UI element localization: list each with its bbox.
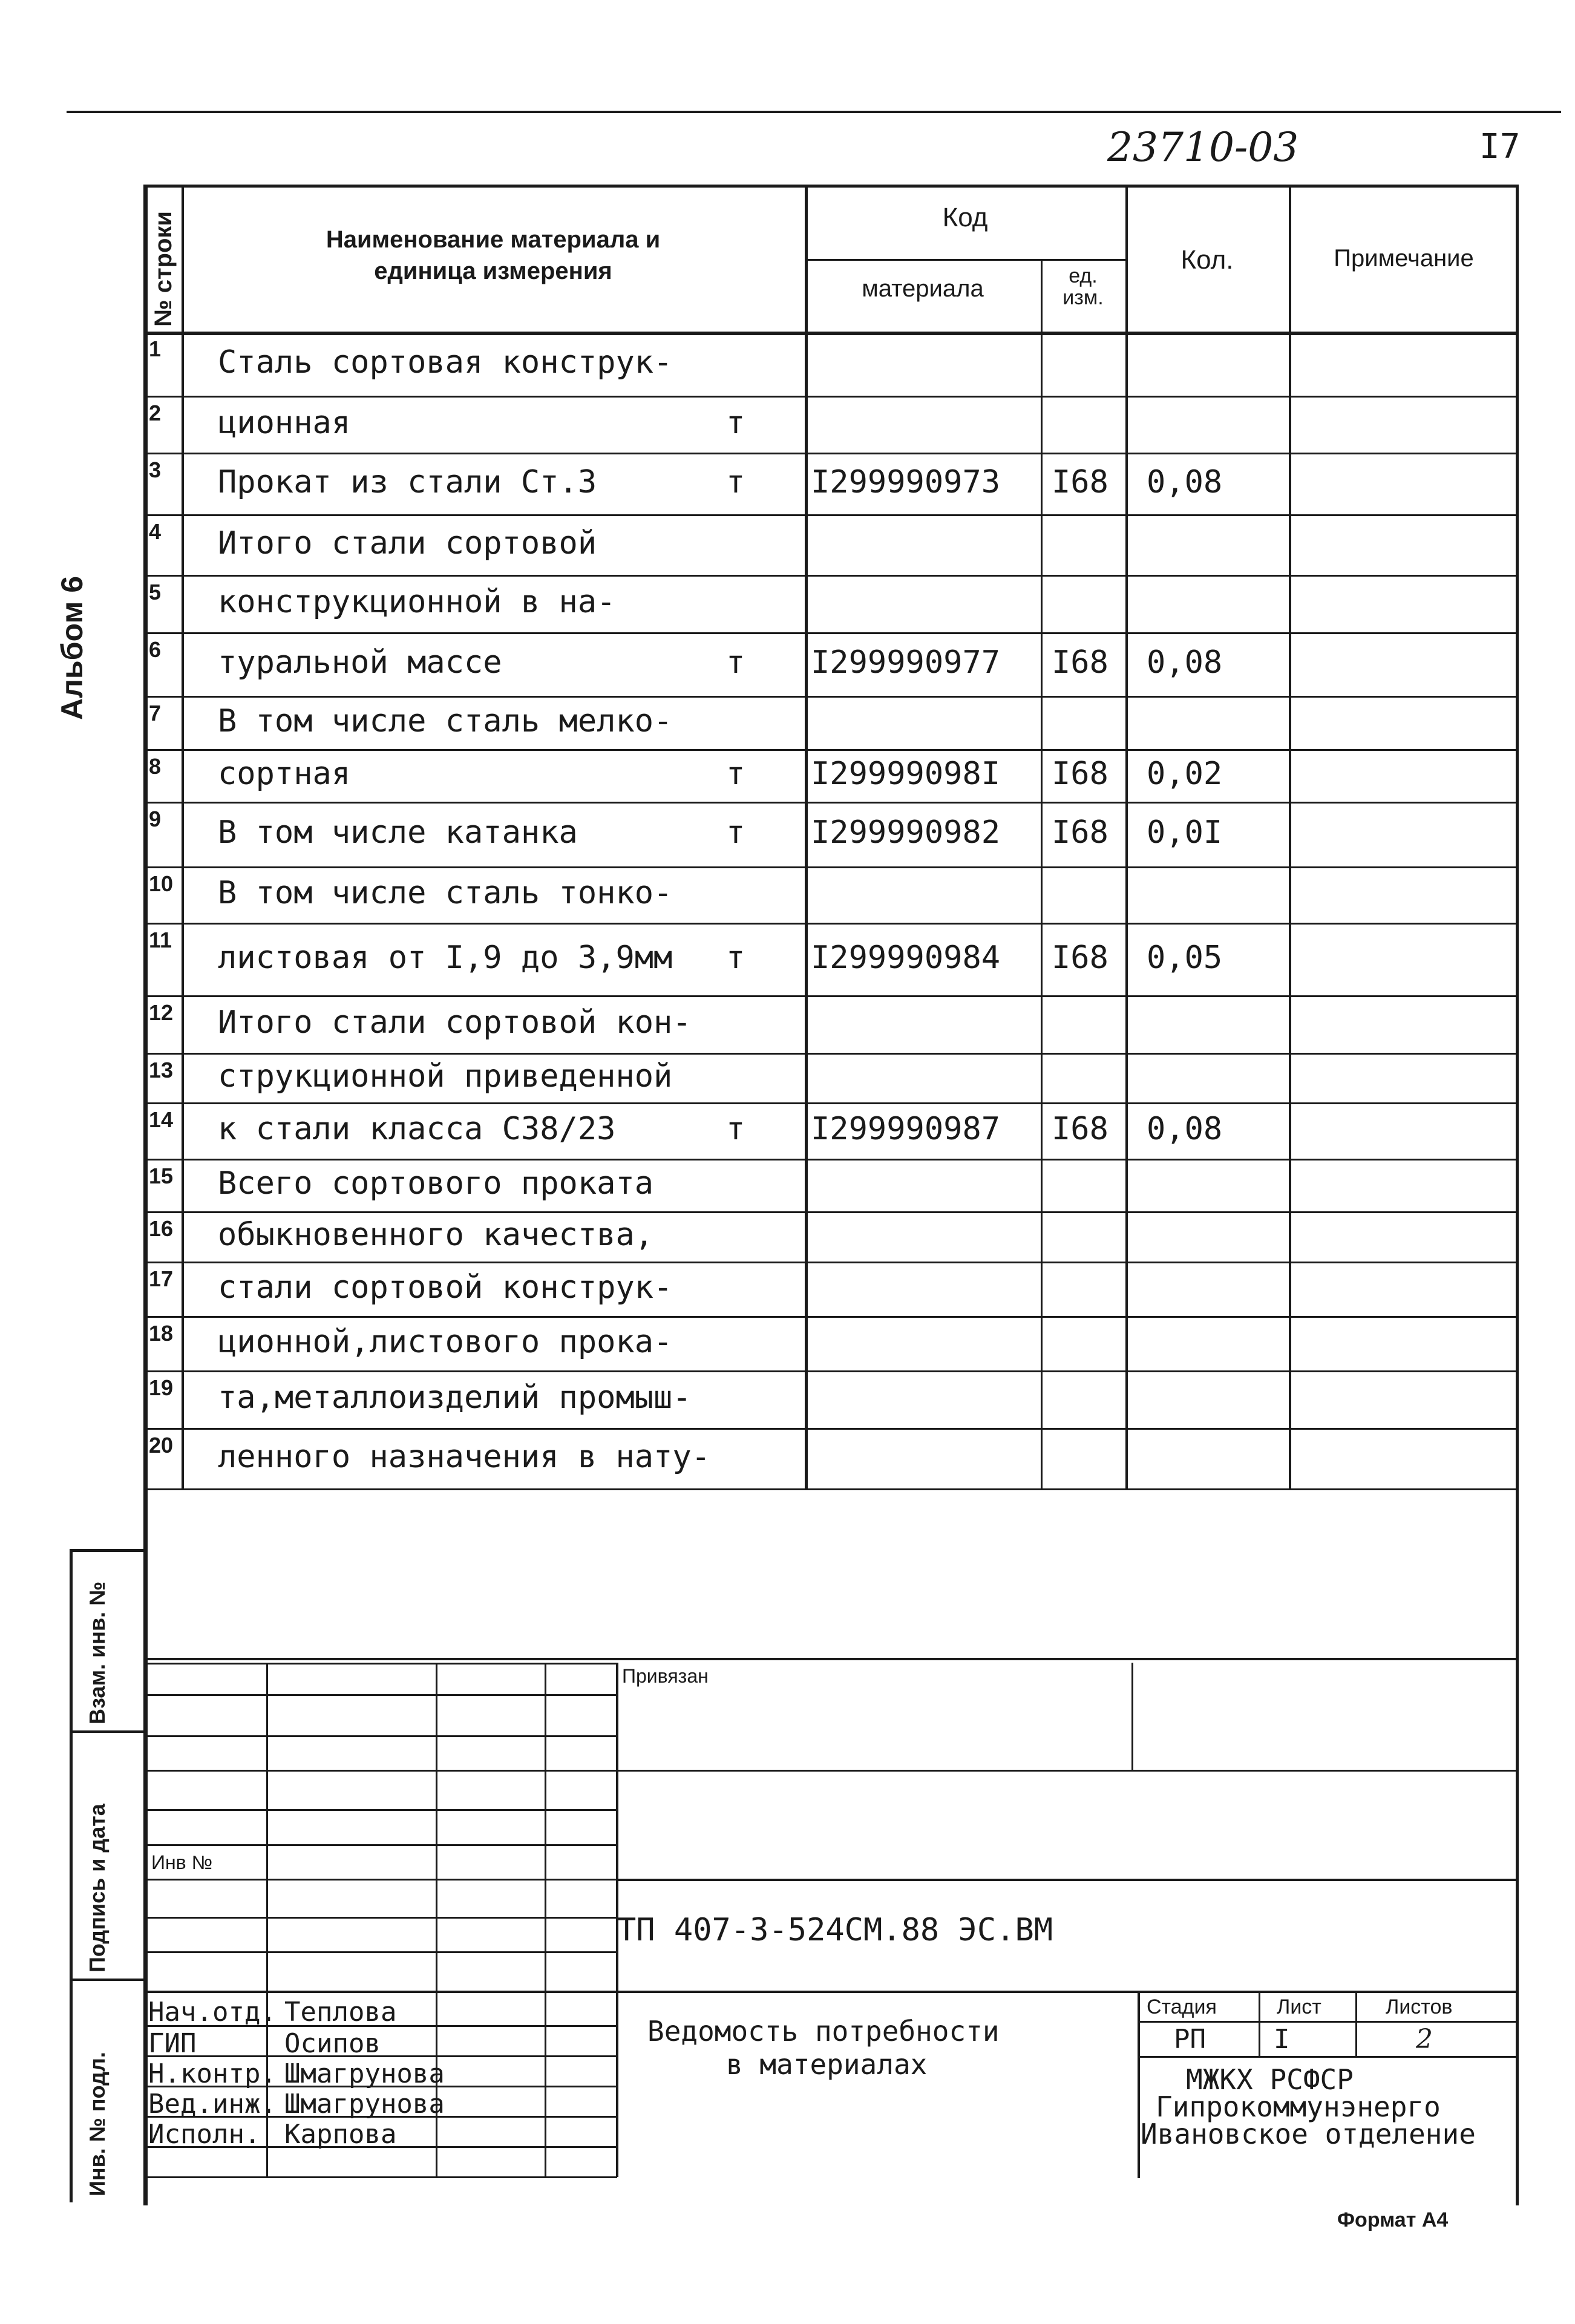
quantity: 0,08 — [1147, 644, 1223, 681]
podpis-data-label: Подпись и дата — [85, 1804, 110, 1972]
row-number: 2 — [149, 401, 162, 425]
vzam-inv-label: Взам. инв. № — [85, 1581, 110, 1724]
signature-role: Нач.отд. — [148, 1997, 277, 2028]
title-line-1: Ведомость потребности — [647, 2015, 1000, 2047]
sheet-label: Лист — [1277, 1995, 1321, 2018]
signature-role: Вед.инж. — [148, 2089, 277, 2119]
row-number: 4 — [149, 519, 162, 544]
album-label: Альбом 6 — [55, 575, 89, 720]
row-unit: т — [726, 644, 745, 681]
org-line-2: Гипрокоммунэнерго — [1156, 2090, 1441, 2123]
col-line-qty — [1289, 185, 1291, 1488]
row-unit: т — [726, 1111, 745, 1147]
side-strip-top — [70, 1549, 145, 1552]
material-name: В том числе катанка — [218, 814, 578, 851]
row-divider — [145, 696, 1519, 698]
uom-code: I68 — [1052, 940, 1108, 976]
material-name: Итого стали сортовой кон- — [218, 1004, 692, 1041]
sheets-label: Листов — [1386, 1995, 1453, 2018]
table-top-line — [145, 185, 1519, 188]
stamp-top-line — [143, 1658, 1519, 1660]
signature-name: Шмагрунова — [284, 2058, 445, 2089]
row-divider — [145, 1053, 1519, 1055]
stage-label: Стадия — [1147, 1995, 1217, 2018]
material-name: струкционной приведенной — [218, 1058, 673, 1095]
format-label: Формат А4 — [1337, 2208, 1449, 2231]
uom-code: I68 — [1052, 756, 1108, 792]
stamp-grid-line — [145, 1991, 617, 1993]
material-code: I299990987 — [811, 1111, 1001, 1147]
header-bottom-line — [145, 332, 1519, 335]
stage-value: РП — [1174, 2024, 1206, 2055]
stamp-right-line — [617, 1879, 1519, 1881]
row-unit: т — [726, 814, 745, 851]
org-line-3: Ивановское отделение — [1141, 2118, 1476, 2150]
row-unit: т — [726, 756, 745, 792]
row-divider — [145, 866, 1519, 868]
material-name: сортная — [218, 756, 351, 792]
designation: ТП 407-3-524СМ.88 ЭС.ВМ — [617, 1912, 1053, 1948]
row-unit: т — [726, 405, 745, 441]
stage-block-left — [1138, 1991, 1140, 2178]
signature-name: Шмагрунова — [284, 2089, 445, 2119]
code-header-split — [805, 259, 1125, 261]
row-number: 18 — [149, 1321, 174, 1346]
quantity: 0,02 — [1147, 756, 1223, 792]
row-number: 6 — [149, 637, 162, 662]
inv-no-label: Инв № — [151, 1851, 212, 1873]
quantity: 0,0I — [1147, 814, 1223, 851]
row-divider — [145, 1316, 1519, 1318]
note-header: Примечание — [1334, 245, 1474, 272]
stamp-grid-line — [145, 1663, 617, 1664]
row-divider — [145, 749, 1519, 751]
signature-name: Теплова — [284, 1997, 397, 2028]
privyazan-label: Привязан — [622, 1665, 709, 1687]
side-strip-div1 — [70, 1730, 145, 1733]
uom-code: I68 — [1052, 644, 1108, 681]
material-name: к стали класса С38/23 — [218, 1111, 616, 1147]
row-number: 11 — [149, 928, 172, 952]
material-name: стали сортовой конструк- — [218, 1269, 673, 1306]
row-divider — [145, 1428, 1519, 1430]
row-divider — [145, 1488, 1519, 1490]
sheet-value: I — [1274, 2024, 1290, 2055]
material-name: туральной массе — [218, 644, 502, 681]
row-divider — [145, 995, 1519, 997]
row-number: 12 — [149, 1000, 174, 1025]
row-number: 9 — [149, 807, 162, 831]
col-line-no — [182, 185, 184, 1488]
stamp-grid-line — [145, 1735, 617, 1737]
row-divider — [145, 923, 1519, 925]
material-name: та,металлоизделий промыш- — [218, 1380, 692, 1416]
row-divider — [145, 1262, 1519, 1263]
document-code: 23710-03 — [1107, 124, 1299, 171]
left-frame-line — [143, 185, 148, 2205]
material-code: I299990984 — [811, 940, 1001, 976]
material-name: В том числе сталь тонко- — [218, 875, 673, 911]
row-number: 17 — [149, 1266, 174, 1291]
row-number: 14 — [149, 1107, 174, 1132]
row-divider — [145, 1159, 1519, 1160]
material-name: Всего сортового проката — [218, 1165, 654, 1202]
quantity: 0,08 — [1147, 1111, 1223, 1147]
material-name: ционная — [218, 405, 351, 441]
row-number: 20 — [149, 1433, 174, 1458]
col-line-code — [1041, 259, 1043, 1488]
stage-block-line — [1138, 2056, 1519, 2058]
top-border-line — [67, 111, 1561, 113]
right-frame-line — [1516, 185, 1519, 2205]
stamp-grid-line — [145, 1844, 617, 1846]
stage-block-vline — [1259, 1991, 1260, 2057]
row-divider — [145, 396, 1519, 398]
material-code: I29999098I — [811, 756, 1001, 792]
row-number: 7 — [149, 701, 162, 725]
col-line-uom — [1125, 185, 1128, 1488]
code-header: Код — [942, 203, 988, 232]
qty-header: Кол. — [1180, 245, 1234, 275]
stamp-right-line — [617, 1770, 1519, 1772]
material-name: обыкновенного качества, — [218, 1217, 654, 1253]
signature-role: Н.контр. — [148, 2058, 277, 2089]
uom-code: I68 — [1052, 814, 1108, 851]
inv-podl-label: Инв. № подл. — [85, 2052, 110, 2196]
material-name: В том числе сталь мелко- — [218, 703, 673, 739]
stage-block-line — [1138, 2021, 1519, 2023]
side-strip-line — [70, 1549, 73, 2202]
row-unit: т — [726, 940, 745, 976]
code-unit-header: ед. изм. — [1063, 264, 1104, 309]
stamp-grid-line — [145, 1694, 617, 1696]
row-divider — [145, 802, 1519, 804]
row-number: 8 — [149, 754, 162, 779]
signature-name: Осипов — [284, 2028, 381, 2059]
material-name: Прокат из стали Ст.3 — [218, 464, 597, 500]
stamp-right-line — [617, 1991, 1519, 1993]
stamp-grid-vline — [545, 1663, 546, 2177]
name-header: Наименование материала и единица измерения — [326, 226, 661, 284]
signature-role: ГИП — [148, 2028, 197, 2059]
sheets-value: 2 — [1416, 2024, 1433, 2055]
uom-code: I68 — [1052, 464, 1108, 500]
quantity: 0,05 — [1147, 940, 1223, 976]
row-divider — [145, 1102, 1519, 1104]
code-material-header: материала — [862, 275, 984, 302]
material-code: I299990982 — [811, 814, 1001, 851]
stamp-grid-line — [145, 2176, 617, 2178]
material-name: Итого стали сортовой — [218, 525, 597, 561]
stamp-grid-line — [145, 1951, 617, 1953]
material-name: листовая от I,9 до 3,9мм — [218, 940, 673, 976]
page-number: I7 — [1479, 127, 1521, 166]
stage-block-vline — [1355, 1991, 1357, 2057]
row-no-header: № строки — [150, 211, 177, 327]
row-number: 15 — [149, 1164, 174, 1188]
signature-role: Исполн. — [148, 2119, 261, 2150]
stamp-grid-line — [145, 2055, 617, 2057]
material-code: I299990973 — [811, 464, 1001, 500]
row-number: 1 — [149, 336, 162, 361]
quantity: 0,08 — [1147, 464, 1223, 500]
stamp-grid-line — [145, 1917, 617, 1919]
side-strip-div2 — [70, 1979, 145, 1981]
material-name: конструкционной в на- — [218, 584, 616, 620]
col-line-name — [805, 185, 808, 1488]
row-divider — [145, 632, 1519, 634]
row-unit: т — [726, 464, 745, 500]
privyazan-divider — [1131, 1663, 1133, 1772]
material-name: Сталь сортовая конструк- — [218, 344, 673, 381]
row-divider — [145, 575, 1519, 577]
row-divider — [145, 1370, 1519, 1372]
row-number: 3 — [149, 457, 162, 482]
uom-code: I68 — [1052, 1111, 1108, 1147]
stamp-grid-line — [145, 1809, 617, 1811]
org-line-1: МЖКХ РСФСР — [1186, 2063, 1354, 2096]
material-name: ленного назначения в нату- — [218, 1439, 710, 1475]
material-name: ционной,листового прока- — [218, 1324, 673, 1360]
row-number: 16 — [149, 1216, 174, 1241]
row-number: 5 — [149, 580, 162, 604]
title-line-2: в материалах — [726, 2048, 928, 2081]
signature-name: Карпова — [284, 2119, 397, 2150]
row-divider — [145, 1211, 1519, 1213]
row-number: 13 — [149, 1058, 174, 1082]
material-code: I299990977 — [811, 644, 1001, 681]
row-divider — [145, 514, 1519, 516]
row-number: 10 — [149, 871, 174, 896]
row-divider — [145, 453, 1519, 454]
stamp-grid-line — [145, 1770, 617, 1772]
stamp-grid-line — [145, 1879, 617, 1880]
row-number: 19 — [149, 1375, 174, 1400]
